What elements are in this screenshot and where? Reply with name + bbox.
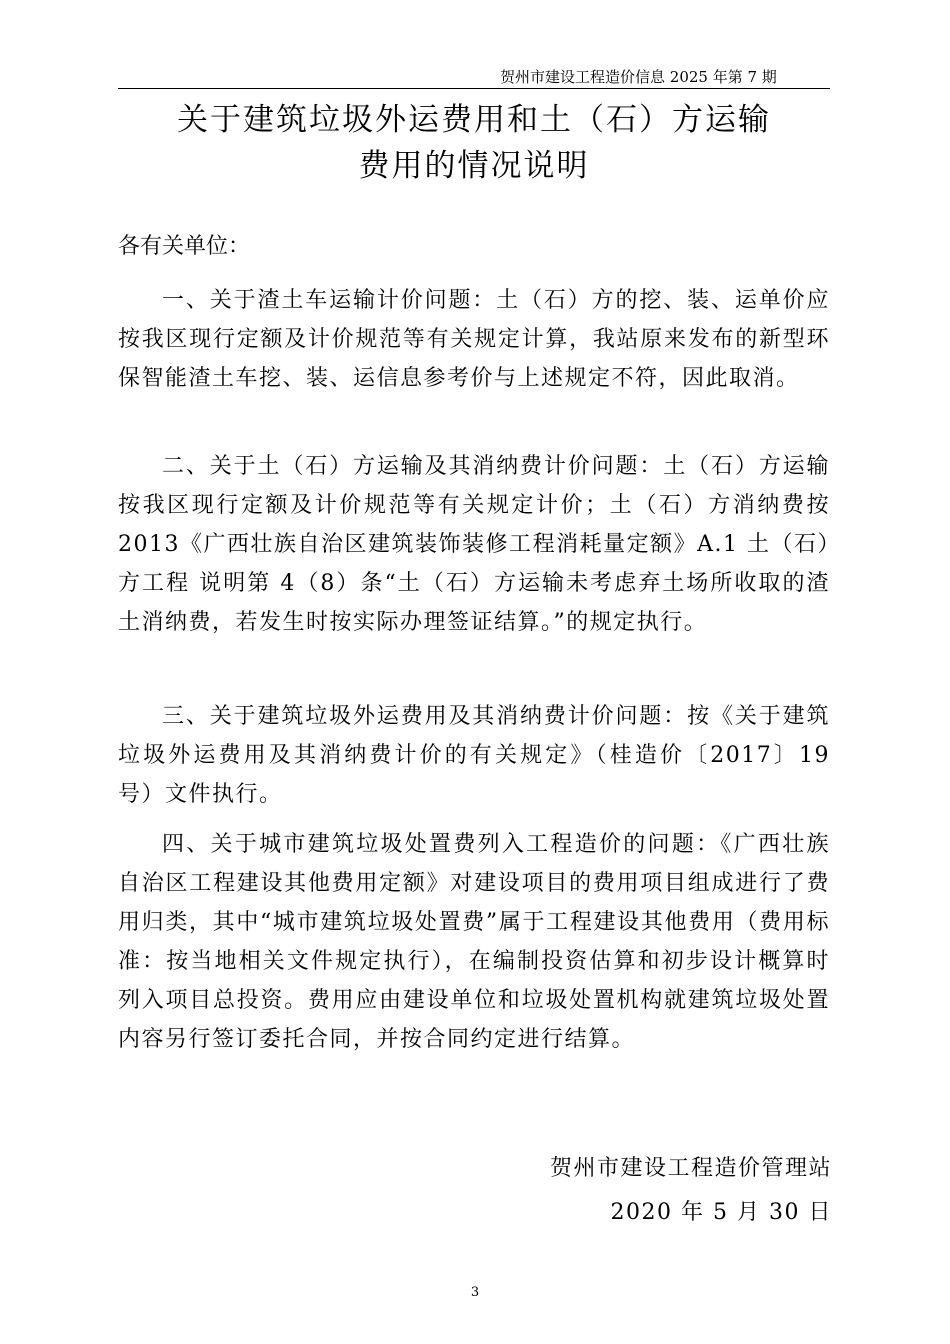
paragraph-3: 三、关于建筑垃圾外运费用及其消纳费计价问题：按《关于建筑垃圾外运费用及其消纳费计价的有关规定》（桂造价〔2017〕19 号）文件执行。 xyxy=(118,704,830,807)
signature-organization: 贺州市建设工程造价管理站 xyxy=(549,1156,832,1181)
document-title-line-2: 费用的情况说明 xyxy=(358,148,590,184)
paragraph-4: 四、关于城市建筑垃圾处置费列入工程造价的问题：《广西壮族自治区工程建设其他费用定额》对建设项目的费用项目组成进行了费用归类，其中“城市建筑垃圾处置费”属于工程建设其他费用（费用标准：按当地相关文件规定执行），在编制投资估算和初步设计概算时列入项目总投资。费用应由建设单位和垃圾处置机构就建筑垃圾处置内容另行签订委托合同，并按合同约定进行结算。 xyxy=(118,832,830,1052)
document-title-line-1: 关于建筑垃圾外运费用和土（石）方运输 xyxy=(177,102,771,138)
signature-date: 2020 年 5 月 30 日 xyxy=(610,1200,832,1225)
paragraph-2: 二、关于土（石）方运输及其消纳费计价问题：土（石）方运输按我区现行定额及计价规范等有关规定计价；土（石）方消纳费按 2013《广西壮族自治区建筑装饰装修工程消耗量定额》A.1 土（石）方工程 说明第 4（8）条“土（石）方运输未考虑弃土场所收取的渣土消纳费，若发生时按实际办理签证结算。”的规定执行。 xyxy=(118,454,830,635)
salutation: 各有关单位： xyxy=(118,234,251,259)
running-header: 贺州市建设工程造价信息 2025 年第 7 期 xyxy=(500,68,777,86)
page-number: 3 xyxy=(470,1285,480,1300)
paragraph-1: 一、关于渣土车运输计价问题：土（石）方的挖、装、运单价应按我区现行定额及计价规范等有关规定计算，我站原来发布的新型环保智能渣土车挖、装、运信息参考价与上述规定不符，因此取消。 xyxy=(118,288,830,391)
header-rule xyxy=(118,88,830,89)
